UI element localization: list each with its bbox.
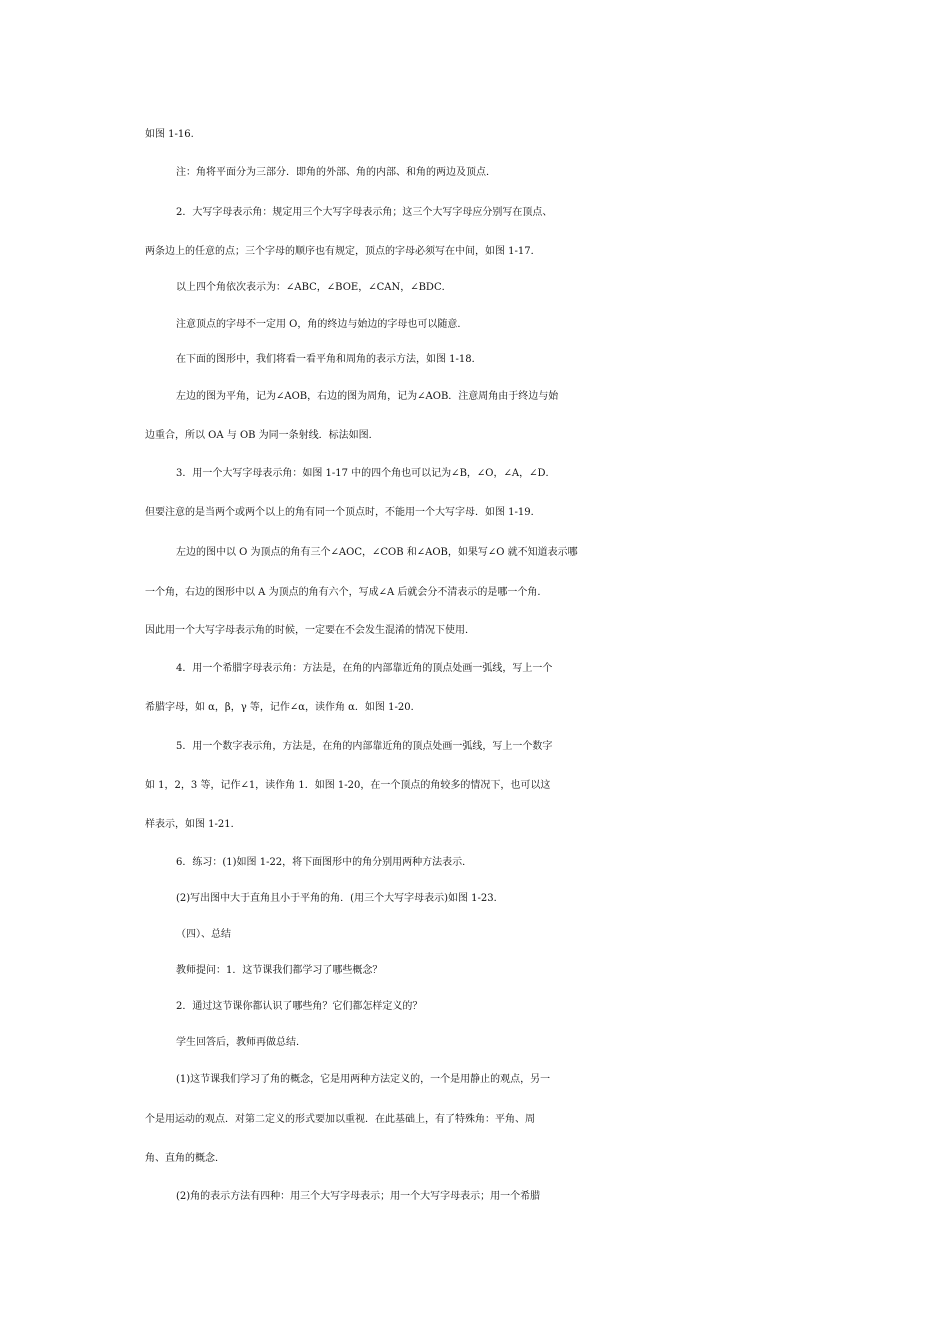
section-heading: （四）、总结 bbox=[176, 929, 231, 940]
text-line: 个是用运动的观点．对第二定义的形式要加以重视．在此基础上，有了特殊角：平角、周 bbox=[145, 1114, 535, 1125]
text-line: 注意顶点的字母不一定用 O，角的终边与始边的字母也可以随意． bbox=[176, 319, 468, 330]
text-line: 左边的图中以 O 为顶点的角有三个∠AOC，∠COB 和∠AOB，如果写∠O 就不知道表示哪 bbox=[176, 547, 578, 558]
text-line: (2)角的表示方法有四种：用三个大写字母表示；用一个大写字母表示；用一个希腊 bbox=[176, 1191, 541, 1202]
text-line: 角、直角的概念． bbox=[145, 1153, 225, 1164]
text-line: 希腊字母，如 α，β，γ 等，记作∠α，读作角 α．如图 1-20． bbox=[145, 702, 421, 713]
text-line: 两条边上的任意的点；三个字母的顺序也有规定，顶点的字母必须写在中间，如图 1-17． bbox=[145, 246, 541, 257]
text-line: 6．练习：(1)如图 1-22，将下面图形中的角分别用两种方法表示． bbox=[176, 857, 473, 868]
text-line: 2．大写字母表示角：规定用三个大写字母表示角；这三个大写字母应分别写在顶点、 bbox=[176, 207, 553, 218]
text-line: (2)写出图中大于直角且小于平角的角．(用三个大写字母表示)如图 1-23． bbox=[176, 893, 504, 904]
text-line: 4．用一个希腊字母表示角：方法是，在角的内部靠近角的顶点处画一弧线，写上一个 bbox=[176, 663, 553, 674]
text-line: (1)这节课我们学习了角的概念，它是用两种方法定义的，一个是用静止的观点，另一 bbox=[176, 1074, 551, 1085]
text-line: 2．通过这节课你都认识了哪些角？它们都怎样定义的？ bbox=[176, 1001, 423, 1012]
text-line: 在下面的图形中，我们将看一看平角和周角的表示方法，如图 1-18． bbox=[176, 354, 482, 365]
text-line: 以上四个角依次表示为：∠ABC，∠BOE，∠CAN，∠BDC． bbox=[176, 282, 452, 293]
text-line: 但要注意的是当两个或两个以上的角有同一个顶点时，不能用一个大写字母．如图 1-19． bbox=[145, 507, 541, 518]
text-line: 注：角将平面分为三部分．即角的外部、角的内部、和角的两边及顶点． bbox=[176, 167, 496, 178]
text-line: 一个角，右边的图形中以 A 为顶点的角有六个，写成∠A 后就会分不清表示的是哪一个角． bbox=[145, 587, 548, 598]
text-line: 左边的图为平角，记为∠AOB，右边的图为周角，记为∠AOB．注意周角由于终边与始 bbox=[176, 391, 559, 402]
text-line: 如 1，2，3 等，记作∠1，读作角 1．如图 1-20，在一个顶点的角较多的情况下，也可以这 bbox=[145, 780, 551, 791]
text-line: 边重合，所以 OA 与 OB 为同一条射线．标法如图． bbox=[145, 430, 379, 441]
text-line: 学生回答后，教师再做总结． bbox=[176, 1037, 306, 1048]
text-line: 3．用一个大写字母表示角：如图 1-17 中的四个角也可以记为∠B，∠O，∠A，∠D． bbox=[176, 468, 556, 479]
text-line: 5．用一个数字表示角，方法是，在角的内部靠近角的顶点处画一弧线，写上一个数字 bbox=[176, 741, 553, 752]
text-line: 如图 1-16. bbox=[145, 129, 194, 140]
text-line: 样表示，如图 1-21． bbox=[145, 819, 241, 830]
text-line: 教师提问：1．这节课我们都学习了哪些概念？ bbox=[176, 965, 383, 976]
text-line: 因此用一个大写字母表示角的时候，一定要在不会发生混淆的情况下使用． bbox=[145, 625, 475, 636]
